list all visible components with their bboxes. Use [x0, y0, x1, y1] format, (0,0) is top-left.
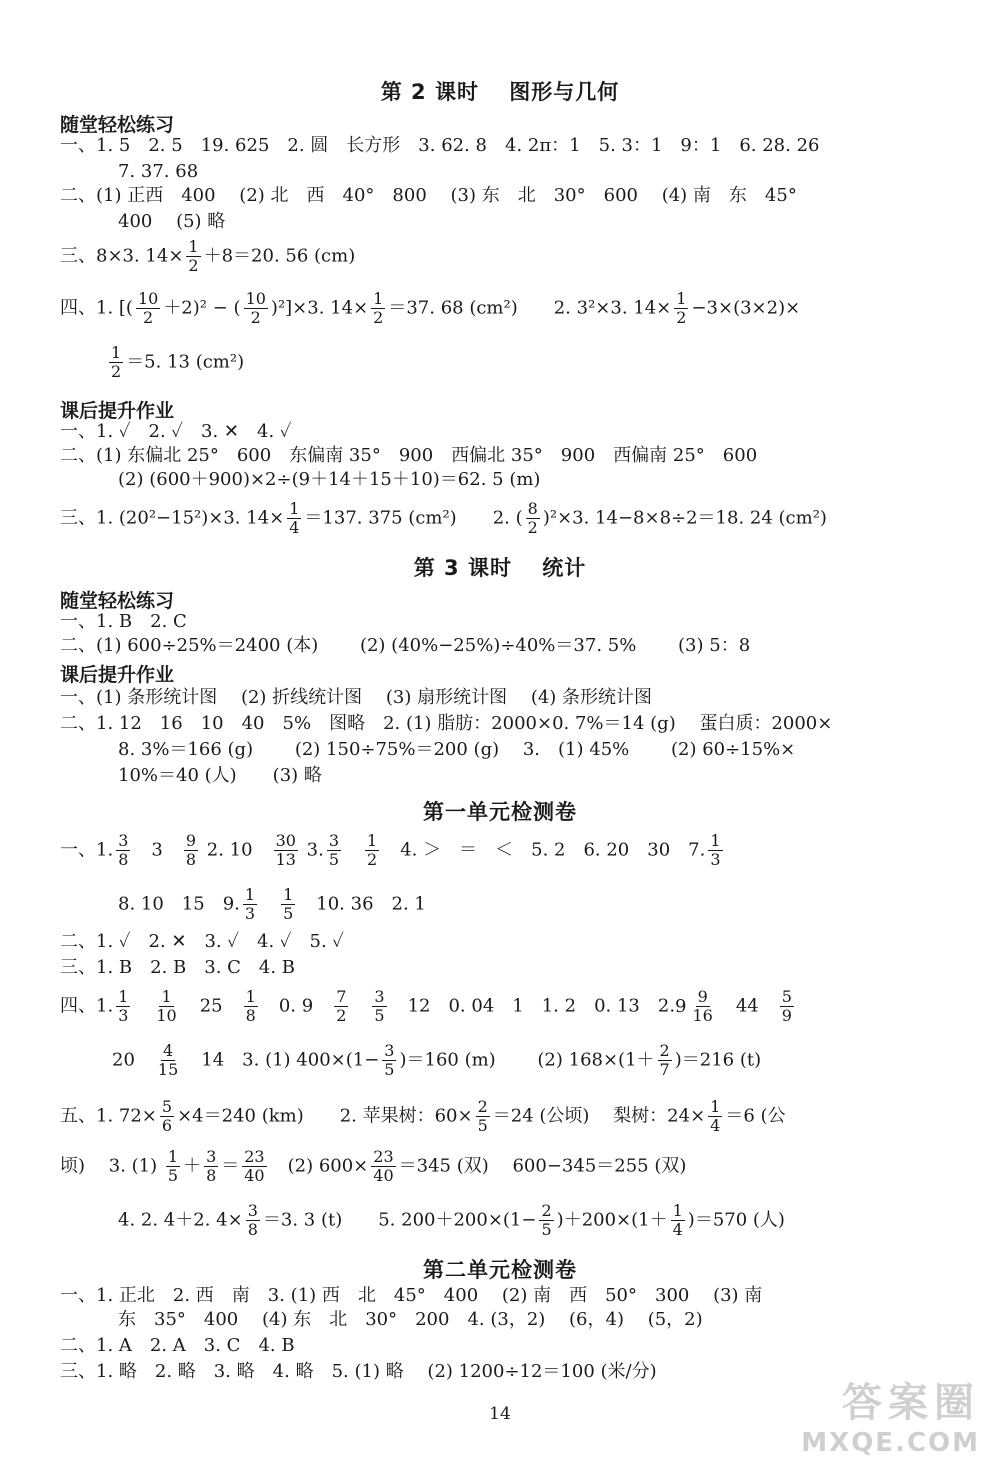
unit1-title: 第一单元检测卷 — [423, 800, 577, 824]
fraction — [274, 832, 298, 869]
fraction — [116, 832, 130, 869]
numerator: 1 — [118, 987, 129, 1006]
text: 2. 10 — [206, 839, 253, 861]
text: )＝160 (m) (2) 168×(1＋ — [399, 1049, 655, 1071]
fraction — [327, 832, 341, 869]
lesson2-line — [60, 238, 940, 275]
numerator: 2 — [541, 1201, 552, 1220]
unit2-line: 二、1. A 2. A 3. C 4. B — [60, 1335, 295, 1356]
denominator: 16 — [692, 1006, 713, 1025]
denominator: 5 — [374, 1006, 385, 1025]
denominator: 5 — [541, 1220, 552, 1239]
unit1-line: 二、1. ✓ 2. ✕ 3. ✓ 4. ✓ 5. ✓ — [60, 931, 344, 952]
denominator: 8 — [118, 850, 129, 869]
fraction — [136, 290, 160, 327]
lesson2-line: 7. 37. 68 — [118, 161, 199, 182]
watermark-url: MXQE.COM — [801, 1428, 980, 1458]
text: )²]×3. 14× — [270, 297, 369, 319]
denominator: 7 — [659, 1060, 670, 1079]
denominator: 40 — [373, 1166, 394, 1185]
numerator: 1 — [672, 1201, 683, 1220]
numerator: 7 — [336, 987, 347, 1006]
text: 三、1. (20²−15²)×3. 14× — [60, 507, 285, 529]
lesson3-line: 二、(1) 600÷25%＝2400 (本) (2) (40%−25%)÷40%＝37. 5% (3) 5：8 — [60, 635, 751, 656]
lesson3-practice-heading: 随堂轻松练习 — [60, 590, 175, 612]
denominator: 5 — [384, 1060, 395, 1079]
fraction — [371, 1148, 395, 1185]
lesson2-homework-heading: 课后提升作业 — [60, 400, 175, 422]
fraction — [154, 988, 178, 1025]
text: 4. 2. 4＋2. 4× — [118, 1209, 243, 1231]
text: )＝570 (人) — [687, 1209, 785, 1231]
denominator: 13 — [275, 850, 296, 869]
numerator: 8 — [527, 499, 538, 518]
numerator: 1 — [367, 831, 378, 850]
numerator: 3 — [328, 831, 340, 850]
lesson3-line: 一、1. B 2. C — [60, 611, 187, 632]
fraction — [671, 1202, 685, 1239]
text: 3 — [151, 839, 163, 861]
numerator: 4 — [162, 1041, 174, 1060]
text: ＝37. 68 (cm²) 2. 3²×3. 14× — [388, 297, 672, 319]
denominator: 3 — [710, 850, 721, 869]
denominator: 2 — [143, 308, 154, 327]
text: 四、1. — [60, 995, 114, 1017]
fraction — [244, 290, 268, 327]
unit2-line: 三、1. 略 2. 略 3. 略 4. 略 5. (1) 略 (2) 1200÷12＝100 (米/分) — [60, 1361, 657, 1382]
text: 五、1. 72× — [60, 1105, 157, 1127]
fraction — [116, 988, 130, 1025]
text: 顷) 3. (1) — [60, 1155, 158, 1177]
numerator: 1 — [245, 987, 256, 1006]
lesson2-line: (2) (600＋900)×2÷(9＋14＋15＋10)＝62. 5 (m) — [118, 469, 541, 490]
fraction — [287, 500, 301, 537]
text: −3×(3×2)× — [691, 297, 801, 319]
text: 0. 9 — [278, 995, 314, 1017]
numerator: 1 — [244, 885, 256, 904]
fraction — [526, 500, 540, 537]
unit2-title: 第二单元检测卷 — [423, 1258, 577, 1282]
denominator: 15 — [157, 1060, 179, 1079]
numerator: 1 — [373, 289, 384, 308]
denominator: 2 — [188, 256, 199, 275]
page-number: 14 — [489, 1404, 511, 1424]
numerator: 1 — [167, 1147, 179, 1166]
numerator: 9 — [697, 987, 708, 1006]
text: 3. — [306, 839, 324, 861]
lesson2-line — [60, 290, 940, 327]
text: 25 — [199, 995, 223, 1017]
fraction — [372, 988, 386, 1025]
denominator: 3 — [244, 904, 256, 923]
numerator: 1 — [283, 885, 294, 904]
unit1-line — [60, 1148, 940, 1185]
denominator: 5 — [328, 850, 340, 869]
numerator: 3 — [206, 1147, 217, 1166]
fraction — [476, 1098, 490, 1135]
denominator: 2 — [250, 308, 261, 327]
denominator: 8 — [247, 1220, 258, 1239]
denominator: 2 — [367, 850, 378, 869]
fraction — [382, 1042, 396, 1079]
text: ＝24 (公顷) 梨树：24× — [492, 1105, 706, 1127]
denominator: 10 — [156, 1006, 177, 1025]
denominator: 5 — [477, 1116, 488, 1135]
unit2-line: 东 35° 400 (4) 东 北 30° 200 4. (3，2) (6，4) (5，2) — [118, 1309, 703, 1330]
text: ＝345 (双) 600−345＝255 (双) — [398, 1155, 687, 1177]
lesson3-line: 8. 3%＝166 (g) (2) 150÷75%＝200 (g) 3. (1) 45% (2) 60÷15%× — [118, 739, 796, 760]
numerator: 1 — [676, 289, 687, 308]
whole-part: 9 — [675, 995, 687, 1017]
fraction — [334, 988, 348, 1025]
text: 20 — [112, 1049, 135, 1071]
text: 三、8×3. 14× — [60, 245, 184, 267]
fraction — [242, 1148, 266, 1185]
lesson3-line: 二、1. 12 16 10 40 5% 图略 2. (1) 脂肪：2000×0. 7%＝14 (g) 蛋白质：2000× — [60, 713, 833, 734]
text: ＝3. 3 (t) 5. 200＋200×(1− — [262, 1209, 537, 1231]
fraction — [281, 886, 295, 923]
numerator: 2 — [477, 1097, 488, 1116]
numerator: 1 — [188, 237, 199, 256]
numerator: 5 — [161, 1097, 173, 1116]
text: )＝216 (t) — [674, 1049, 762, 1071]
numerator: 3 — [384, 1041, 395, 1060]
denominator: 4 — [710, 1116, 721, 1135]
text: 12 0. 04 1 1. 2 0. 13 2. — [407, 995, 676, 1017]
fraction — [243, 886, 257, 923]
mixed-number — [675, 988, 718, 1025]
text: ＋2)² − ( — [163, 297, 241, 319]
text: )＋200×(1＋ — [556, 1209, 668, 1231]
fraction — [156, 1042, 180, 1079]
text: 4. ＞ ＝ ＜ 5. 2 6. 20 30 7. — [400, 839, 706, 861]
numerator: 3 — [374, 987, 385, 1006]
denominator: 2 — [111, 362, 122, 381]
unit1-line — [60, 988, 940, 1025]
text: ＝137. 375 (cm²) 2. ( — [304, 507, 523, 529]
lesson3-line: 一、(1) 条形统计图 (2) 折线统计图 (3) 扇形统计图 (4) 条形统计图 — [60, 687, 653, 708]
fraction — [244, 988, 258, 1025]
lesson3-line: 10%＝40 (人) (3) 略 — [118, 765, 322, 786]
text: (2) 600× — [287, 1155, 369, 1177]
numerator: 10 — [137, 289, 159, 308]
fraction — [780, 988, 794, 1025]
numerator: 1 — [710, 1097, 721, 1116]
denominator: 2 — [336, 1006, 347, 1025]
text: ＋ — [183, 1155, 202, 1177]
denominator: 3 — [118, 1006, 129, 1025]
numerator: 23 — [244, 1147, 265, 1166]
unit2-line: 一、1. 正北 2. 西 南 3. (1) 西 北 45° 400 (2) 南 西 50° 300 (3) 南 — [60, 1285, 763, 1306]
numerator: 1 — [161, 987, 172, 1006]
denominator: 40 — [244, 1166, 265, 1185]
text: 一、1. — [60, 839, 114, 861]
fraction — [246, 1202, 260, 1239]
denominator: 9 — [781, 1006, 792, 1025]
fraction — [186, 238, 200, 275]
denominator: 8 — [245, 1006, 256, 1025]
lesson2-title: 第 2 课时 图形与几何 — [380, 80, 620, 104]
text: ×4＝240 (km) 2. 苹果树：60× — [177, 1105, 473, 1127]
lesson2-line: 一、1. ✓ 2. ✓ 3. ✕ 4. ✓ — [60, 421, 292, 442]
numerator: 9 — [185, 831, 197, 850]
unit1-line — [60, 832, 940, 869]
fraction — [166, 1148, 180, 1185]
denominator: 8 — [185, 850, 197, 869]
fraction — [204, 1148, 218, 1185]
denominator: 8 — [206, 1166, 217, 1185]
denominator: 4 — [672, 1220, 683, 1239]
lesson2-line — [60, 500, 940, 537]
numerator: 23 — [373, 1147, 394, 1166]
text: ＝6 (公 — [725, 1105, 786, 1127]
text: 14 3. (1) 400×(1− — [201, 1049, 380, 1071]
text: ＋8＝20. 56 (cm) — [203, 245, 356, 267]
numerator: 10 — [245, 289, 266, 308]
text: ＝5. 13 (cm²) — [126, 351, 245, 373]
watermark-text: 答案圈 — [842, 1380, 980, 1426]
fraction — [160, 1098, 174, 1135]
text: 四、1. [( — [60, 297, 133, 319]
lesson2-line: 二、(1) 正西 400 (2) 北 西 40° 800 (3) 东 北 30° 600 (4) 南 东 45° — [60, 185, 797, 206]
unit1-line — [60, 1098, 940, 1135]
lesson2-line — [106, 344, 928, 381]
denominator: 2 — [527, 518, 538, 537]
fraction — [691, 988, 715, 1025]
unit1-line — [118, 886, 940, 923]
text: )²×3. 14−8×8÷2＝18. 24 (cm²) — [542, 507, 827, 529]
fraction — [184, 832, 198, 869]
lesson2-line: 二、(1) 东偏北 25° 600 东偏南 35° 900 西偏北 35° 900 西偏南 25° 600 — [60, 445, 758, 466]
numerator: 5 — [781, 987, 792, 1006]
fraction — [539, 1202, 553, 1239]
denominator: 2 — [373, 308, 384, 327]
lesson2-practice-heading: 随堂轻松练习 — [60, 114, 175, 136]
fraction — [109, 344, 123, 381]
denominator: 4 — [289, 518, 300, 537]
fraction — [708, 832, 722, 869]
fraction — [674, 290, 688, 327]
lesson2-line: 400 (5) 略 — [118, 211, 226, 232]
fraction — [658, 1042, 672, 1079]
text: ＝ — [221, 1155, 240, 1177]
denominator: 2 — [676, 308, 687, 327]
lesson3-title: 第 3 课时 统计 — [413, 556, 587, 580]
denominator: 5 — [167, 1166, 179, 1185]
numerator: 1 — [710, 831, 721, 850]
lesson2-line: 一、1. 5 2. 5 19. 625 2. 圆 长方形 3. 62. 8 4. 2π：1 5. 3：1 9：1 6. 28. 26 — [60, 135, 820, 156]
numerator: 2 — [659, 1041, 670, 1060]
unit1-line — [112, 1042, 934, 1079]
lesson3-homework-heading: 课后提升作业 — [60, 664, 175, 686]
numerator: 30 — [275, 831, 296, 850]
fraction — [371, 290, 385, 327]
numerator: 3 — [247, 1201, 258, 1220]
denominator: 6 — [161, 1116, 173, 1135]
text: 10. 36 2. 1 — [316, 893, 426, 915]
fraction — [365, 832, 379, 869]
numerator: 1 — [111, 343, 122, 362]
watermark-logo — [801, 1371, 980, 1458]
unit1-line — [118, 1202, 940, 1239]
numerator: 1 — [289, 499, 300, 518]
fraction — [708, 1098, 722, 1135]
numerator: 3 — [118, 831, 129, 850]
text: 8. 10 15 9. — [118, 893, 240, 915]
text: 44 — [735, 995, 759, 1017]
denominator: 5 — [283, 904, 294, 923]
unit1-line: 三、1. B 2. B 3. C 4. B — [60, 957, 296, 978]
